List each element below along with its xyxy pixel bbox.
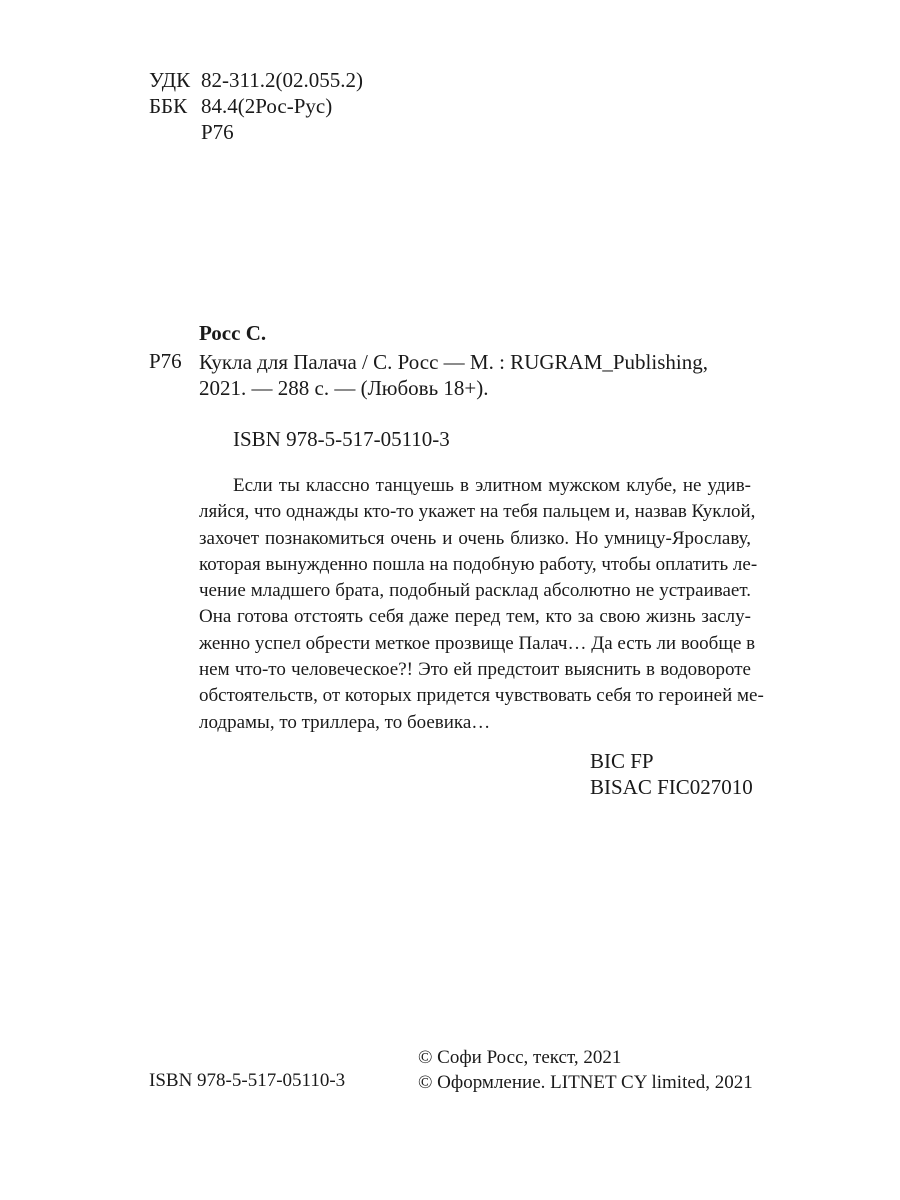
annotation-line: обстоятельств, от которых придется чувствовать себя то героиней ме- bbox=[199, 685, 764, 707]
annotation-line: нем что-то человеческое?! Это ей предстоит выяснить в водовороте bbox=[199, 659, 751, 681]
isbn-entry: ISBN 978-5-517-05110-3 bbox=[233, 427, 450, 451]
subject-codes bbox=[590, 748, 753, 800]
catalog-entry bbox=[199, 349, 751, 401]
copyright-text: © Софи Росс, текст, 2021 bbox=[418, 1047, 622, 1068]
annotation-line: лодрамы, то триллера, то боевика… bbox=[199, 711, 491, 733]
bisac-code: BISAC FIC027010 bbox=[590, 775, 753, 799]
annotation-line: которая вынужденно пошла на подобную работу, чтобы оплатить ле- bbox=[199, 553, 758, 575]
copyright-block bbox=[418, 1045, 753, 1095]
annotation-line: чение младшего брата, подобный расклад абсолютно не устраивает. bbox=[199, 580, 751, 602]
annotation-line: ляйся, что однажды кто-то укажет на тебя пальцем и, назвав Куклой, bbox=[199, 501, 756, 523]
catalog-entry-line: Кукла для Палача / С. Росс — М. : RUGRAM_Publishing, bbox=[199, 350, 708, 374]
bic-code: BIC FP bbox=[590, 749, 654, 773]
annotation-line: Она готова отстоять себя даже перед тем, кто за свою жизнь заслу- bbox=[199, 606, 751, 628]
bbk-value: 84.4(2Рос-Рус) bbox=[201, 94, 333, 118]
udk-line bbox=[149, 67, 363, 93]
bbk-label: ББК bbox=[149, 94, 188, 118]
catalog-entry-line: 2021. — 288 с. — (Любовь 18+). bbox=[199, 376, 489, 400]
copyright-design: © Оформление. LITNET CY limited, 2021 bbox=[418, 1072, 753, 1093]
annotation-line: захочет познакомиться очень и очень близко. Но умницу-Ярославу, bbox=[199, 527, 751, 549]
annotation-line: Если ты классно танцуешь в элитном мужском клубе, не удив- bbox=[233, 475, 751, 496]
bbk-line bbox=[149, 93, 332, 119]
footer-isbn: ISBN 978-5-517-05110-3 bbox=[149, 1070, 346, 1091]
udk-label: УДК bbox=[149, 68, 191, 92]
author-heading: Росс С. bbox=[199, 321, 267, 345]
annotation-line: женно успел обрести меткое прозвище Палач… Да есть ли вообще в bbox=[199, 632, 756, 654]
annotation bbox=[199, 473, 764, 736]
author-mark: Р76 bbox=[201, 120, 234, 144]
udk-value: 82-311.2(02.055.2) bbox=[201, 68, 363, 92]
catalog-code: Р76 bbox=[149, 349, 182, 373]
